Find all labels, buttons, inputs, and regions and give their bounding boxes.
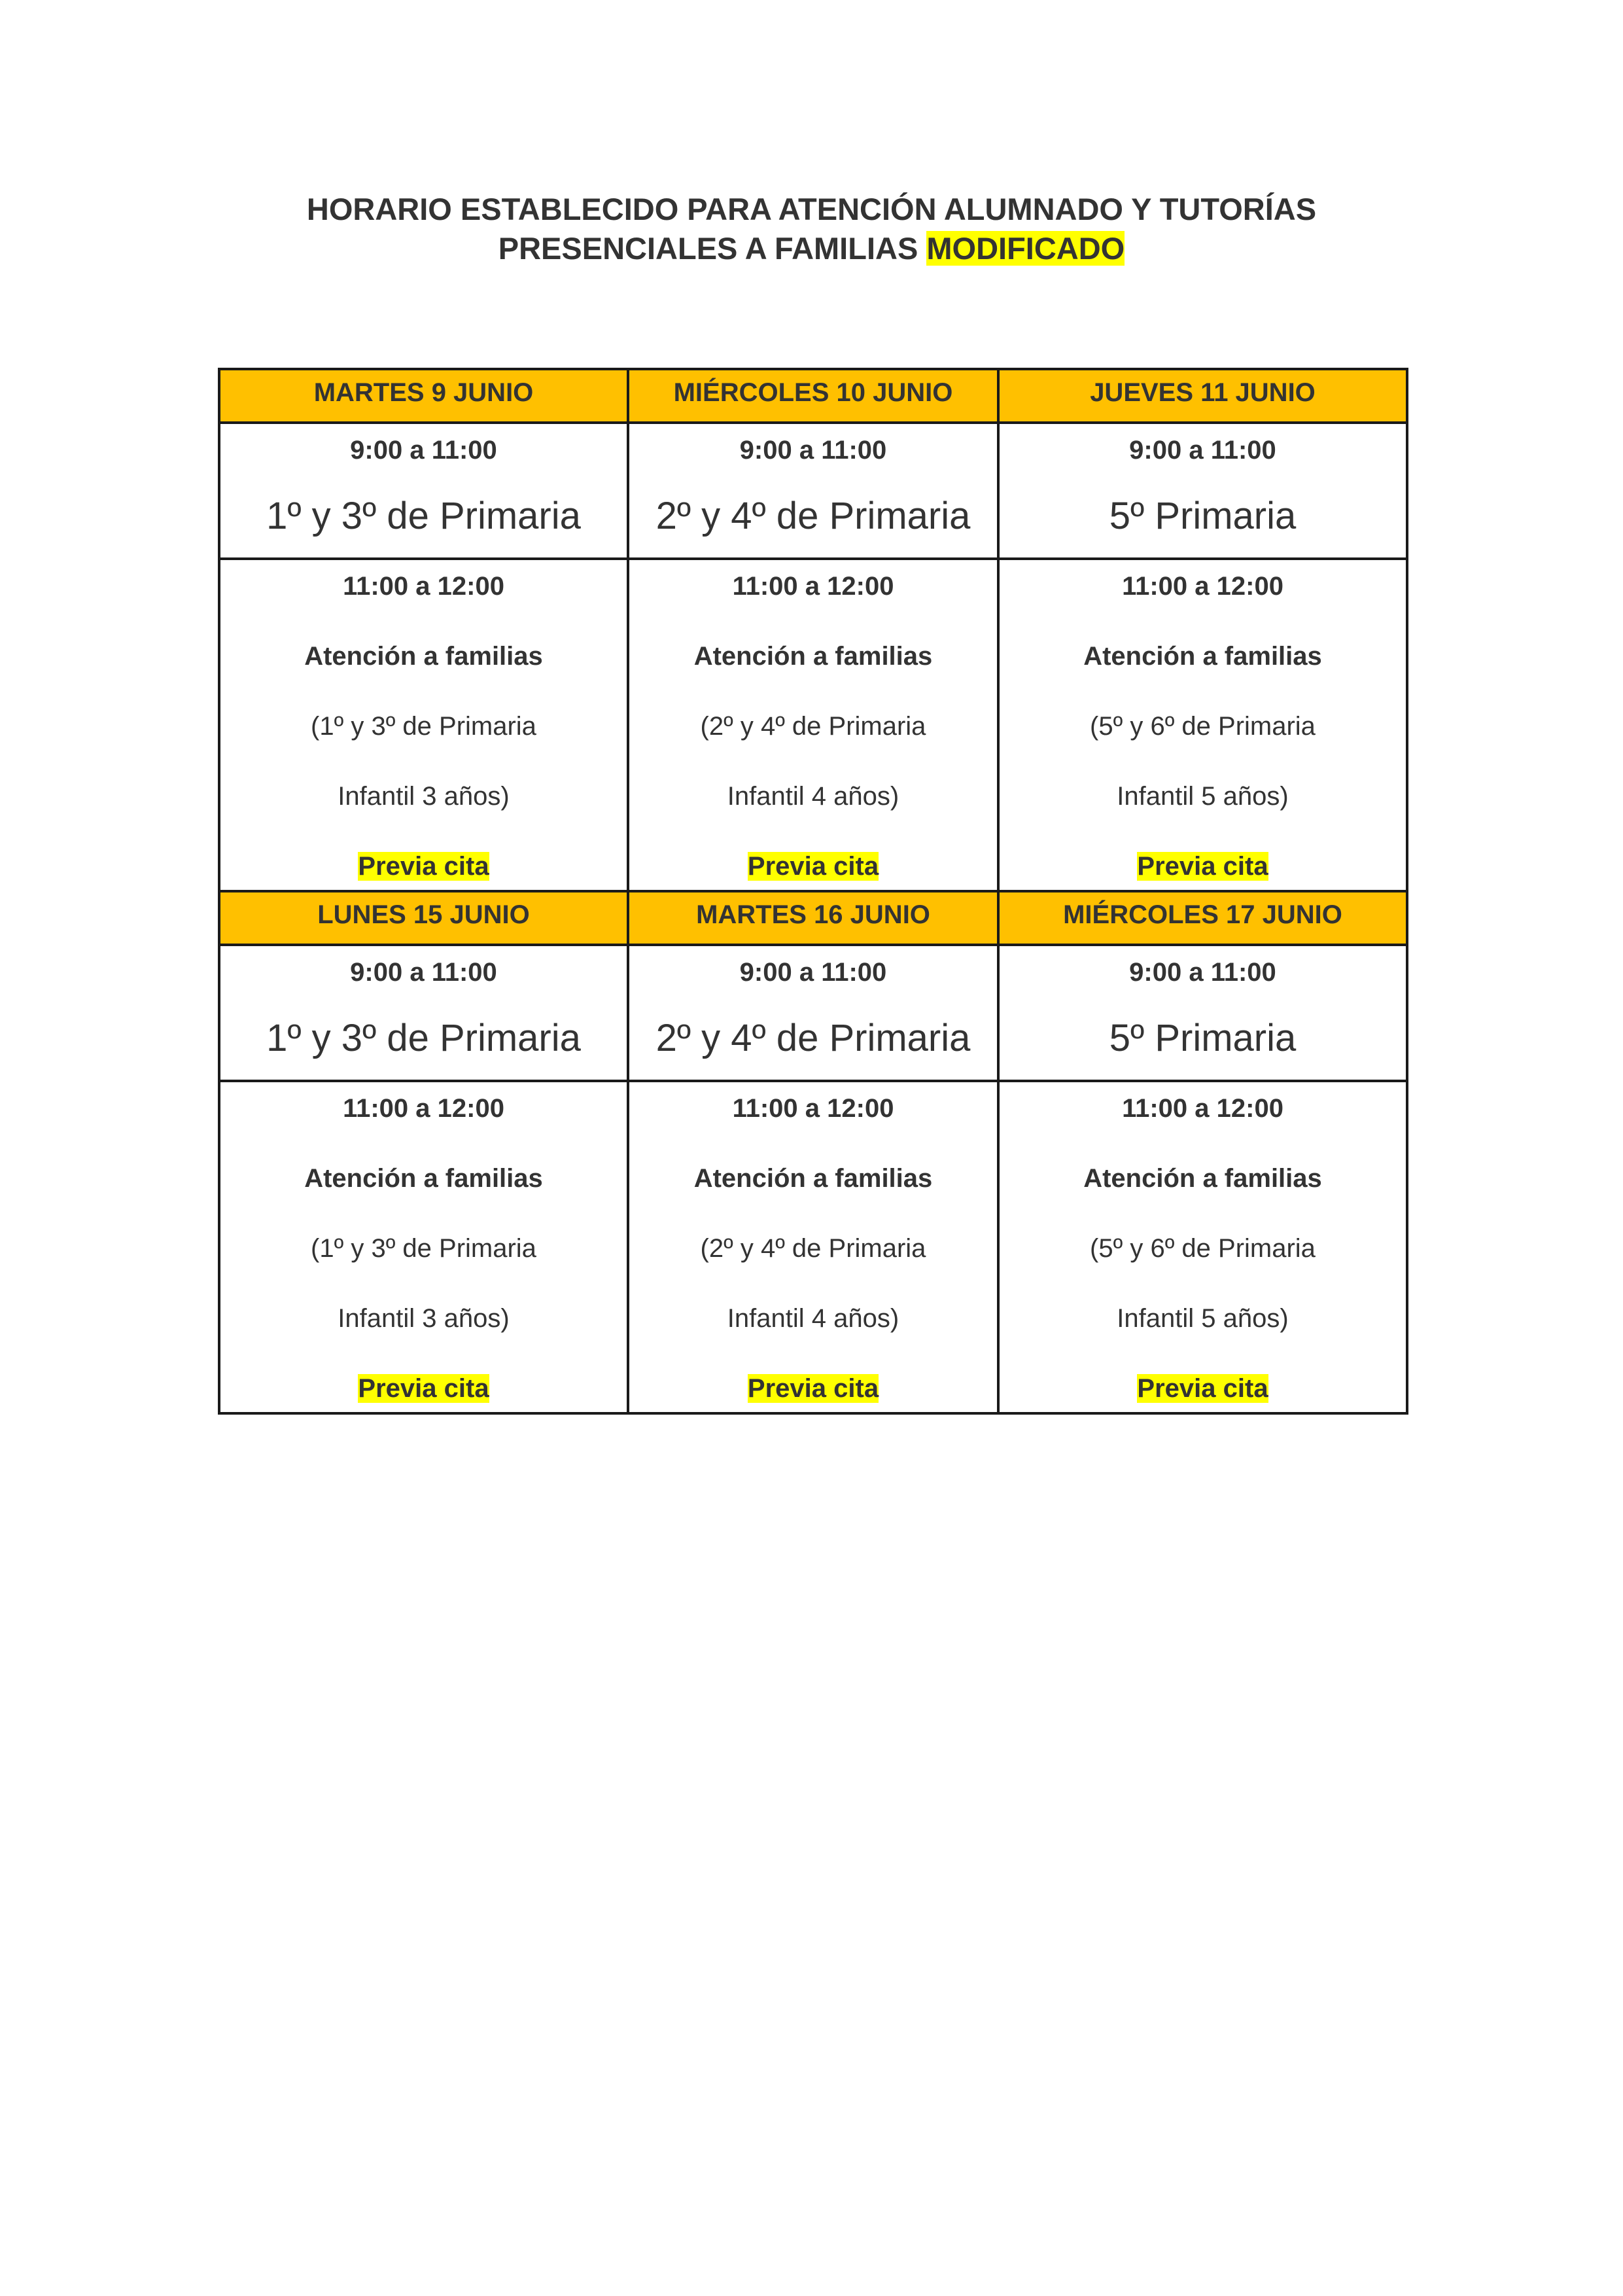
grade-groups: 5º Primaria [1109,1017,1297,1059]
family-slot-cell [219,559,628,891]
grade-groups: 5º Primaria [1109,495,1297,537]
family-attention-title: Atención a familias [304,642,543,671]
day-header-cell [998,369,1407,423]
family-slot-cell [219,1081,628,1413]
student-slot-cell [998,423,1407,559]
family-slot-cell [628,1081,998,1413]
student-slot-cell [219,423,628,559]
appointment-note [220,851,627,882]
family-infantil-line: Infantil 4 años) [727,782,899,811]
day-label: MARTES 9 JUNIO [313,378,534,407]
family-attention-title: Atención a familias [1083,642,1322,671]
family-slot-cell [998,559,1407,891]
family-infantil-line: Infantil 3 años) [338,1304,510,1333]
day-header-row [219,369,1407,423]
grade-groups: 1º y 3º de Primaria [266,1017,581,1059]
time-range: 9:00 a 11:00 [739,436,887,465]
time-range: 11:00 a 12:00 [732,572,894,601]
appointment-note [629,1373,997,1404]
title-line-2-prefix: PRESENCIALES A FAMILIAS [498,231,918,266]
time-range: 9:00 a 11:00 [1129,436,1276,465]
grade-groups: 2º y 4º de Primaria [655,1017,971,1059]
day-header-cell [219,891,628,945]
day-label: JUEVES 11 JUNIO [1090,378,1316,407]
day-label: LUNES 15 JUNIO [317,900,530,929]
schedule-table [218,368,1408,1415]
family-attention-title: Atención a familias [693,1164,933,1193]
family-slot-row [219,559,1407,891]
day-label: MIÉRCOLES 17 JUNIO [1063,900,1342,929]
student-slot-cell [628,945,998,1081]
appointment-note [629,851,997,882]
family-infantil-line: Infantil 4 años) [727,1304,899,1333]
day-label: MARTES 16 JUNIO [696,900,930,929]
title-line-2 [0,229,1623,268]
grade-groups: 1º y 3º de Primaria [266,495,581,537]
day-header-cell [628,891,998,945]
time-range: 9:00 a 11:00 [739,958,887,987]
appointment-highlight: Previa cita [747,852,879,881]
time-range: 11:00 a 12:00 [1122,1094,1283,1123]
time-range: 11:00 a 12:00 [732,1094,894,1123]
student-slot-row [219,423,1407,559]
grade-groups: 2º y 4º de Primaria [655,495,971,537]
appointment-note [1000,1373,1406,1404]
family-groups-line: (2º y 4º de Primaria [700,712,926,741]
family-slot-cell [998,1081,1407,1413]
family-groups-line: (1º y 3º de Primaria [311,1234,536,1263]
appointment-highlight: Previa cita [747,1374,879,1403]
family-groups-line: (5º y 6º de Primaria [1090,712,1316,741]
student-slot-cell [219,945,628,1081]
student-slot-cell [628,423,998,559]
family-groups-line: (1º y 3º de Primaria [311,712,536,741]
family-attention-title: Atención a familias [304,1164,543,1193]
family-infantil-line: Infantil 5 años) [1117,1304,1289,1333]
family-slot-cell [628,559,998,891]
appointment-note [220,1373,627,1404]
family-attention-title: Atención a familias [693,642,933,671]
family-groups-line: (2º y 4º de Primaria [700,1234,926,1263]
day-header-cell [219,369,628,423]
time-range: 11:00 a 12:00 [343,1094,504,1123]
family-infantil-line: Infantil 3 años) [338,782,510,811]
appointment-highlight: Previa cita [1137,852,1268,881]
appointment-note [1000,851,1406,882]
student-slot-row [219,945,1407,1081]
time-range: 11:00 a 12:00 [343,572,504,601]
day-label: MIÉRCOLES 10 JUNIO [673,378,953,407]
document-title [0,190,1623,268]
day-header-cell [628,369,998,423]
time-range: 11:00 a 12:00 [1122,572,1283,601]
family-attention-title: Atención a familias [1083,1164,1322,1193]
title-line-1: HORARIO ESTABLECIDO PARA ATENCIÓN ALUMNADO Y TUTORÍAS [306,192,1317,226]
day-header-row [219,891,1407,945]
appointment-highlight: Previa cita [358,852,489,881]
title-highlight-modificado: MODIFICADO [926,231,1125,266]
student-slot-cell [998,945,1407,1081]
time-range: 9:00 a 11:00 [350,436,497,465]
time-range: 9:00 a 11:00 [1129,958,1276,987]
family-groups-line: (5º y 6º de Primaria [1090,1234,1316,1263]
family-slot-row [219,1081,1407,1413]
appointment-highlight: Previa cita [1137,1374,1268,1403]
appointment-highlight: Previa cita [358,1374,489,1403]
time-range: 9:00 a 11:00 [350,958,497,987]
day-header-cell [998,891,1407,945]
family-infantil-line: Infantil 5 años) [1117,782,1289,811]
